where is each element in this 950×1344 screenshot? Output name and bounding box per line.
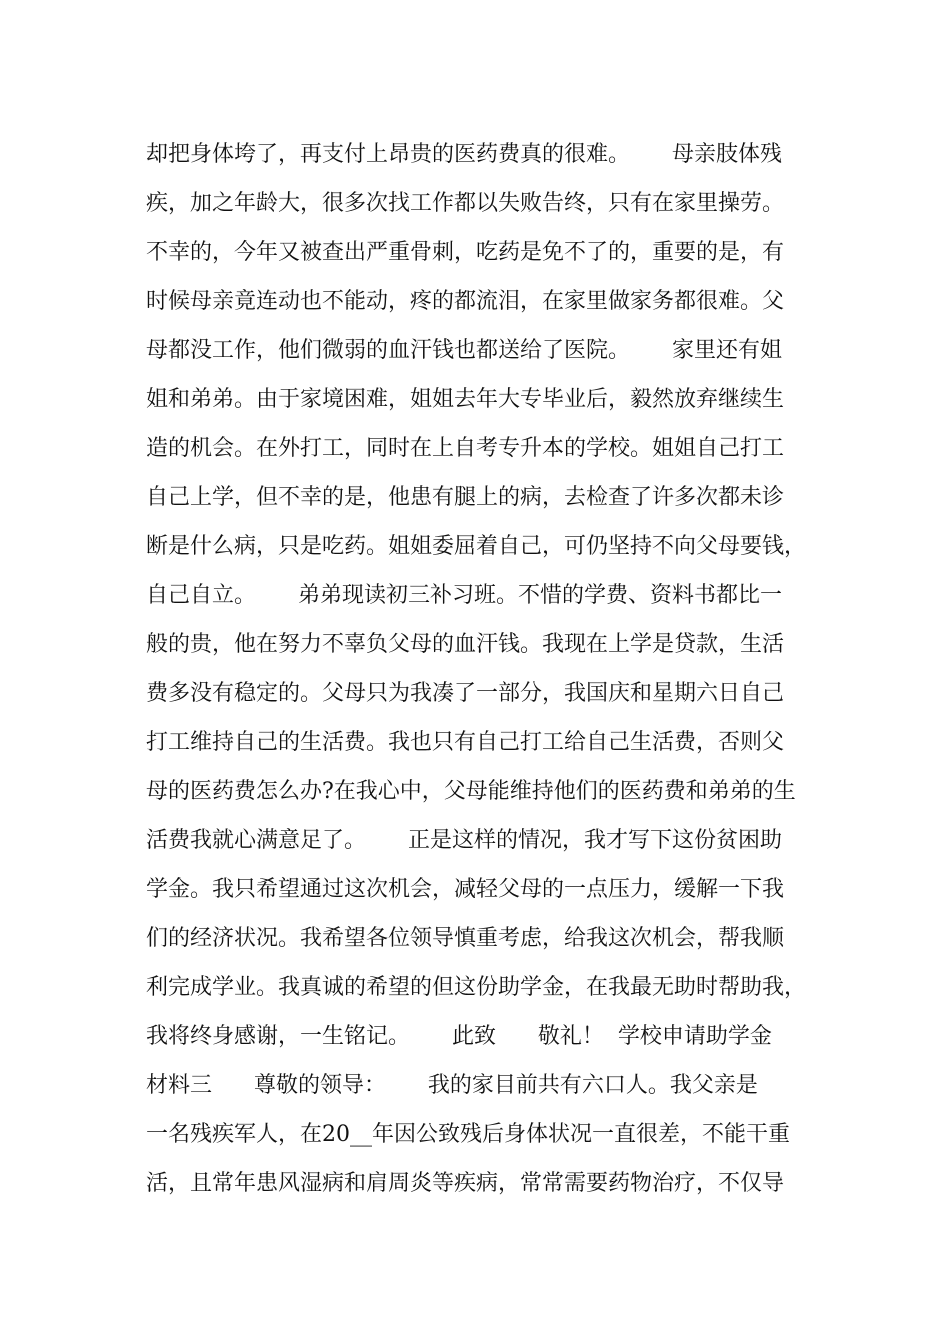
text-line: 母的医药费怎么办?在我心中，父母能维持他们的医药费和弟弟的生 [146,779,796,804]
text-line: 自己自立。 弟弟现读初三补习班。不惜的学费、资料书都比一 [146,583,782,608]
text-line: 却把身体垮了，再支付上昂贵的医药费真的很难。 母亲肢体残 [146,142,782,167]
text-line: 姐和弟弟。由于家境困难，姐姐去年大专毕业后，毅然放弃继续生 [146,387,785,412]
text-line: 般的贵，他在努力不辜负父母的血汗钱。我现在上学是贷款，生活 [146,632,785,657]
text-line: 一名残疾军人，在20__年因公致残后身体状况一直很差，不能干重 [146,1122,790,1147]
text-line: 母都没工作，他们微弱的血汗钱也都送给了医院。 家里还有姐 [146,338,782,363]
text-line: 材料三 尊敬的领导： 我的家目前共有六口人。我父亲是 [146,1073,758,1098]
body-text [146,130,826,1208]
text-line: 打工维持自己的生活费。我也只有自己打工给自己生活费，否则父 [146,730,785,755]
text-line: 费多没有稳定的。父母只为我凑了一部分，我国庆和星期六日自己 [146,681,785,706]
text-line: 自己上学，但不幸的是，他患有腿上的病，去检查了许多次都未诊 [146,485,785,510]
text-line: 断是什么病，只是吃药。姐姐委屈着自己，可仍坚持不向父母要钱， [146,534,807,559]
text-line: 学金。我只希望通过这次机会，减轻父母的一点压力，缓解一下我 [146,877,785,902]
text-line: 我将终身感谢，一生铭记。 此致 敬礼！ 学校申请助学金 [146,1024,772,1049]
text-line: 不幸的，今年又被查出严重骨刺，吃药是免不了的，重要的是，有 [146,240,785,265]
text-line: 疾，加之年龄大，很多次找工作都以失败告终，只有在家里操劳。 [146,191,785,216]
text-line: 们的经济状况。我希望各位领导慎重考虑，给我这次机会，帮我顺 [146,926,785,951]
text-line: 利完成学业。我真诚的希望的但这份助学金，在我最无助时帮助我， [146,975,807,1000]
text-line: 活费我就心满意足了。 正是这样的情况，我才写下这份贫困助 [146,828,782,853]
text-line: 时候母亲竟连动也不能动，疼的都流泪，在家里做家务都很难。父 [146,289,785,314]
text-line: 活，且常年患风湿病和肩周炎等疾病，常常需要药物治疗，不仅导 [146,1171,785,1196]
text-line: 造的机会。在外打工，同时在上自考专升本的学校。姐姐自己打工 [146,436,785,461]
